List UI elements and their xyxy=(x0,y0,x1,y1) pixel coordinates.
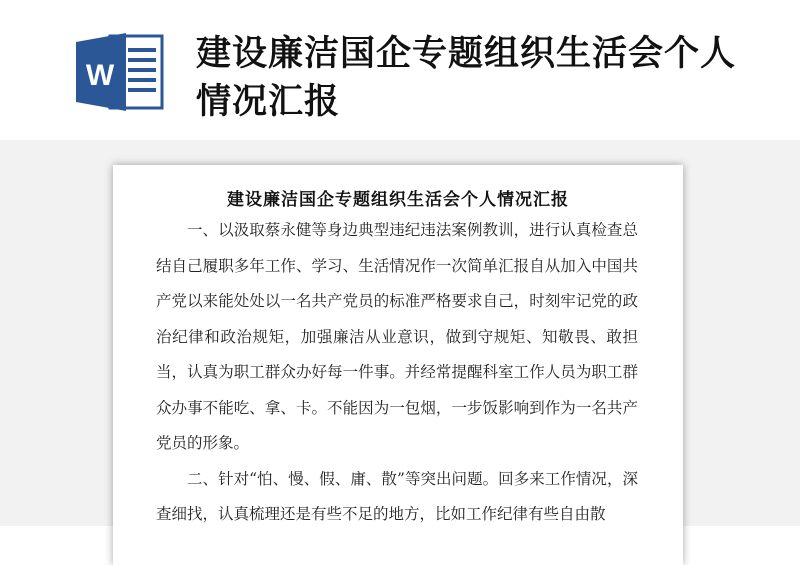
word-icon-letter: W xyxy=(85,59,115,92)
document-page xyxy=(113,165,683,565)
header-banner xyxy=(0,0,800,140)
header-title: 建设廉洁国企专题组织生活会个人情况汇报 xyxy=(196,34,737,122)
document-title: 建设廉洁国企专题组织生活会个人情况汇报 xyxy=(227,190,569,210)
word-document-icon xyxy=(76,30,166,114)
paragraph-2: 二、针对“怕、慢、假、庸、散”等突出问题。回多来工作情况，深查细找，认真梳理还是有些不足的地方，比如工作纪律有些自由散 xyxy=(156,469,638,523)
paragraph-1: 一、以汲取蔡永健等身边典型违纪违法案例教训，进行认真检查总结自己履职多年工作、学习、生活情况作一次简单汇报自从加入中国共产党以来能处处以一名共产党员的标准严格要求自己，时刻牢记党的政治纪律和政治规矩，加强廉洁从业意识，做到守规矩、知敬畏、敢担当，认真为职工群众办好每一件事。并经常提醒科室工作人员为职工群众办事不能吃、拿、卡。不能因为一包烟，一步饭影响到作为一名共产党员的形象。 xyxy=(156,221,638,452)
document-body xyxy=(156,213,638,533)
